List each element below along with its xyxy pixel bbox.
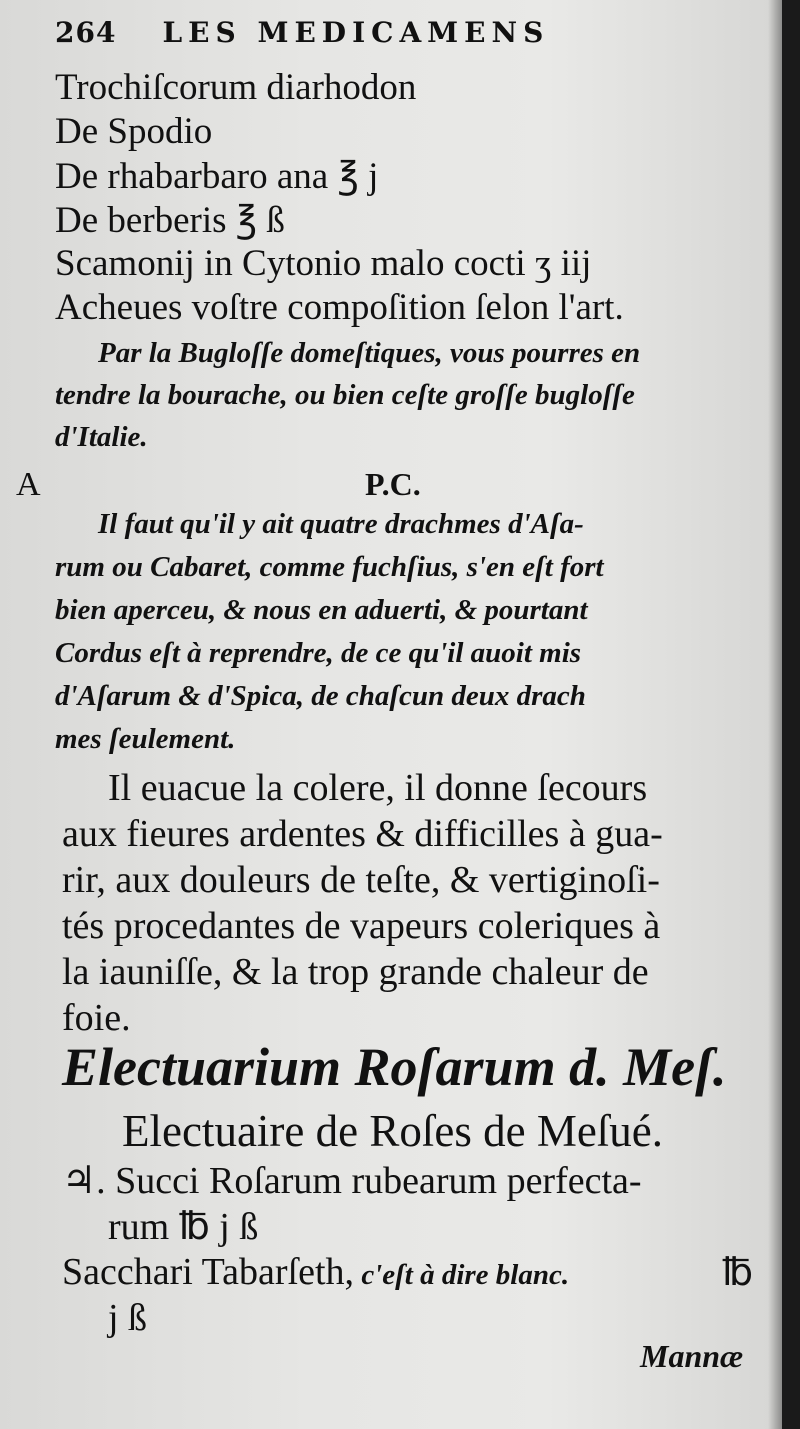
paragraph-line: d'Aſarum & d'Spica, de chaſcun deux drach: [55, 680, 586, 712]
recipe-unit: ℔: [722, 1252, 754, 1294]
recipe-line: rum ℔ j ß: [108, 1206, 259, 1248]
section-heading: P.C.: [365, 466, 421, 502]
note-line: tendre la bourache, ou bien ceſte groſſe bugloſſe: [55, 379, 635, 411]
recipe-line: Scamonij in Cytonio malo cocti ʒ iij: [55, 243, 592, 284]
recipe-line: j ß: [108, 1297, 148, 1339]
french-title: Electuaire de Roſes de Meſué.: [122, 1106, 664, 1156]
paragraph-line: bien aperceu, & nous en aduerti, & pourtant: [55, 594, 588, 626]
note-line: d'Italie.: [55, 421, 148, 453]
paragraph-line: la iauniſſe, & la trop grande chaleur de: [62, 951, 649, 993]
paragraph-line: Il euacue la colere, il donne ſecours: [108, 767, 648, 809]
paragraph-line: mes ſeulement.: [55, 723, 236, 755]
recipe-gloss: c'eſt à dire blanc.: [354, 1259, 570, 1291]
paragraph-line: aux fieures ardentes & difficilles à gua-: [62, 813, 663, 855]
recipe-line: ♃. Succi Roſarum rubearum perfecta-: [62, 1160, 642, 1202]
latin-title: Electuarium Roſarum d. Meſ.: [62, 1037, 727, 1097]
paragraph-line: Cordus eſt à reprendre, de ce qu'il auoit mis: [55, 637, 582, 669]
paragraph-line: rum ou Cabaret, comme fuchſius, s'en eſt fort: [55, 551, 604, 583]
recipe-line: Acheues voſtre compoſition ſelon l'art.: [55, 287, 624, 328]
paragraph-line: tés procedantes de vapeurs coleriques à: [62, 905, 661, 947]
running-title: LES MEDICAMENS: [162, 16, 550, 49]
note-line: Par la Bugloſſe domeſtiques, vous pourres en: [98, 337, 641, 369]
recipe-ingredient: Sacchari Tabarſeth,: [62, 1251, 355, 1293]
recipe-line: De berberis ℥ ß: [55, 200, 285, 241]
page-number: 264: [55, 16, 117, 49]
paragraph-line: foie.: [62, 997, 131, 1039]
paragraph-line: rir, aux douleurs de teſte, & vertiginoſi-: [62, 859, 660, 901]
catchword: Mannæ: [640, 1338, 744, 1374]
recipe-line: De Spodio: [55, 111, 213, 152]
recipe-line: Trochiſcorum diarhodon: [55, 67, 417, 108]
margin-letter: A: [16, 466, 41, 503]
paragraph-line: Il faut qu'il y ait quatre drachmes d'Aſa-: [98, 508, 584, 540]
running-header: [55, 16, 549, 49]
recipe-line: [62, 1250, 569, 1294]
recipe-line: De rhabarbaro ana ℥ j: [55, 156, 379, 197]
